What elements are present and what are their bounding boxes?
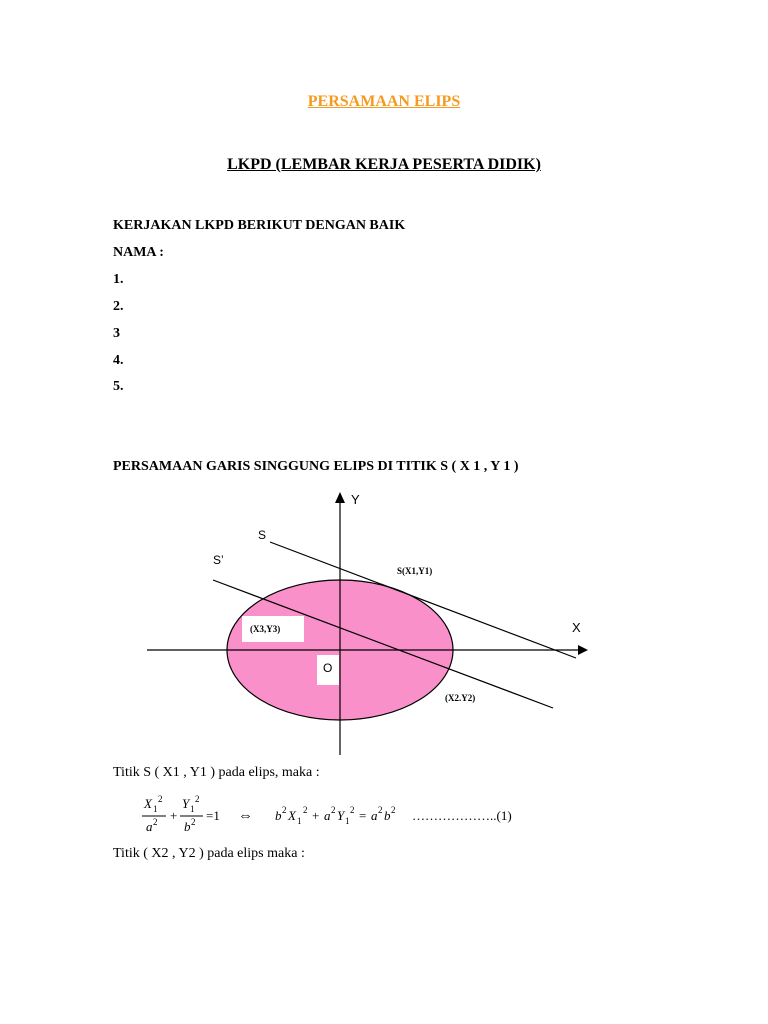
page-title: PERSAMAAN ELIPS [307,93,461,110]
name-row-2: 2. [113,299,124,314]
svg-text:1: 1 [345,816,350,826]
svg-text:1: 1 [153,804,158,814]
section-heading: PERSAMAAN GARIS SINGGUNG ELIPS DI TITIK S ( X 1 , Y 1 ) [113,459,519,474]
point-s-label: S(X1,Y1) [397,566,433,576]
page-subtitle: LKPD (LEMBAR KERJA PESERTA DIDIK) [227,156,541,173]
instruction-text: KERJAKAN LKPD BERIKUT DENGAN BAIK [113,218,406,233]
name-label: NAMA : [113,245,164,260]
svg-text:=: = [359,808,367,823]
svg-text:b: b [184,819,191,834]
svg-text:+: + [170,808,178,823]
svg-text:+: + [312,808,320,823]
svg-text:2: 2 [331,805,336,815]
svg-text:⇔: ⇔ [238,808,253,824]
svg-text:=1: =1 [206,808,220,823]
svg-text:a: a [324,808,331,823]
svg-text:1: 1 [190,804,195,814]
x-axis-arrow [578,645,588,655]
svg-text:2: 2 [350,805,355,815]
point-2-label: (X2.Y2) [445,693,476,703]
line-s-label: S [258,528,267,542]
svg-text:2: 2 [303,805,308,815]
svg-text:Y: Y [337,808,345,823]
svg-text:1: 1 [297,816,302,826]
svg-text:2: 2 [378,805,383,815]
point-3-label: (X3,Y3) [250,624,281,634]
svg-text:2: 2 [158,794,163,804]
name-row-4: 4. [113,353,124,368]
equation-ref: ………………..(1) [412,808,512,823]
svg-text:a: a [371,808,378,823]
axis-x-label: X [572,620,581,635]
equation-1 [138,790,558,838]
name-row-3: 3 [113,326,120,341]
svg-text:b: b [384,808,391,823]
ellipse-diagram [0,470,768,770]
name-row-1: 1. [113,272,124,287]
svg-text:2: 2 [195,794,200,804]
body-line-2: Titik ( X2 , Y2 ) pada elips maka : [113,846,305,861]
axis-y-label: Y [351,492,360,507]
svg-text:b: b [275,808,282,823]
svg-text:2: 2 [153,817,158,827]
svg-text:X: X [144,796,152,811]
svg-text:2: 2 [391,805,396,815]
svg-text:2: 2 [191,817,196,827]
svg-text:a: a [146,819,153,834]
body-line-1: Titik S ( X1 , Y1 ) pada elips, maka : [113,765,320,780]
origin-label: O [323,661,333,675]
svg-text:2: 2 [282,805,287,815]
svg-text:X: X [288,808,296,823]
name-row-5: 5. [113,379,124,394]
svg-text:Y: Y [182,796,190,811]
y-axis-arrow [335,492,345,503]
line-s-prime-label: S’ [213,553,224,567]
